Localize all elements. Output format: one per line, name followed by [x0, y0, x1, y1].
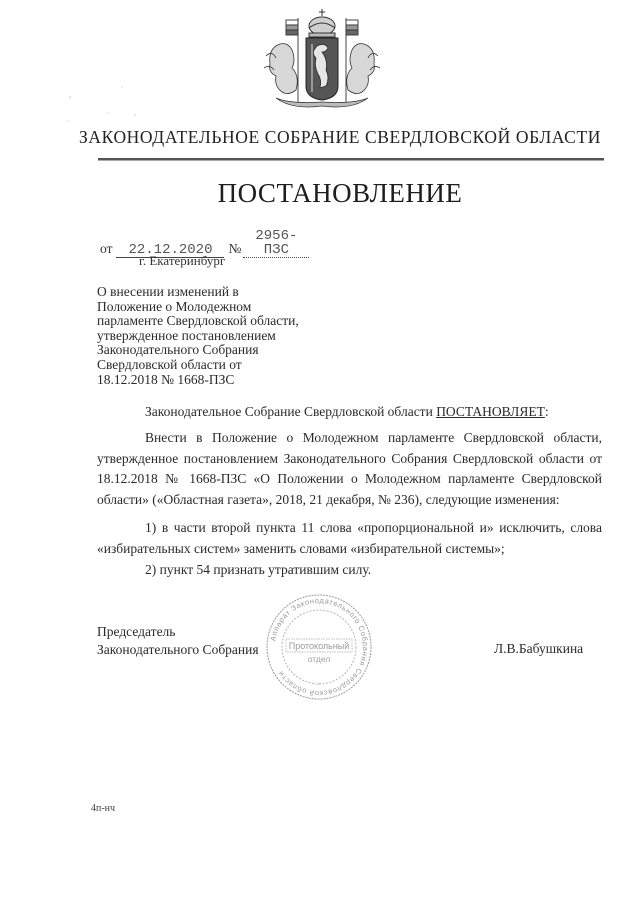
number-label: № — [228, 241, 242, 256]
griffin-right-icon — [347, 44, 380, 94]
resolves-keyword: ПОСТАНОВЛЯЕТ — [436, 404, 545, 419]
scan-artifacts — [60, 85, 160, 125]
stamp-inner-line2: отдел — [307, 654, 331, 664]
subject-line: утвержденное постановлением — [97, 327, 276, 343]
subject-line: 18.12.2018 № 1668-ПЗС — [97, 371, 235, 387]
document-subject — [97, 285, 347, 387]
signatory-title — [97, 623, 259, 659]
crown-icon — [309, 9, 335, 37]
subject-line: Законодательного Собрания — [97, 342, 259, 358]
svg-text:+: + — [317, 682, 321, 688]
subject-line: парламенте Свердловской области, — [97, 313, 299, 329]
signatory-title-line1: Председатель — [97, 624, 176, 639]
organization-title: ЗАКОНОДАТЕЛЬНОЕ СОБРАНИЕ СВЕРДЛОВСКОЙ ОБЛАСТИ — [79, 127, 601, 147]
main-paragraph: Внести в Положение о Молодежном парламенте Свердловской области, утвержденное постановлением Законодательного Собрания Свердловской области от 18.12.2018 № 1668-ПЗС «О Положении о Молодежном парламенте Свердловской области» («Областная газета», 2018, 21 декабря, № 236), следующие изменения: — [97, 430, 602, 507]
stamp-outer-text: Аппарат Законодательного Собрания Свердловской области — [268, 595, 371, 699]
coat-of-arms-emblem — [262, 6, 382, 112]
header-divider — [98, 158, 604, 161]
amendment-item-2: 2) пункт 54 признать утратившим силу. — [145, 562, 372, 577]
document-type-title: ПОСТАНОВЛЕНИЕ — [217, 178, 463, 208]
resolves-line — [97, 402, 602, 423]
date-label: от — [100, 241, 113, 256]
subject-line: О внесении изменений в — [97, 284, 239, 299]
official-stamp — [264, 592, 374, 702]
resolves-suffix: : — [544, 404, 549, 419]
city: г. Екатеринбург — [139, 253, 226, 268]
subject-line: Положение о Молодежном — [97, 298, 252, 314]
signatory-name: Л.В.Бабушкина — [494, 641, 584, 656]
griffin-left-icon — [264, 44, 297, 94]
document-date: 22.12.2020 — [116, 243, 224, 258]
resolves-prefix: Законодательное Собрание Свердловской области — [145, 404, 437, 419]
signatory-title-line2: Законодательного Собрания — [97, 642, 259, 657]
document-number: 2956-ПЗС — [243, 229, 309, 258]
footer-code: 4п-нч — [91, 803, 116, 814]
amendment-item-1: 1) в части второй пункта 11 слова «пропорциональной и» исключить, слова «избирательных систем» заменить словами «избирательной системы»; — [97, 520, 602, 556]
subject-line: Свердловской области от — [97, 356, 242, 372]
stamp-inner-line1: Протокольный — [288, 641, 350, 651]
